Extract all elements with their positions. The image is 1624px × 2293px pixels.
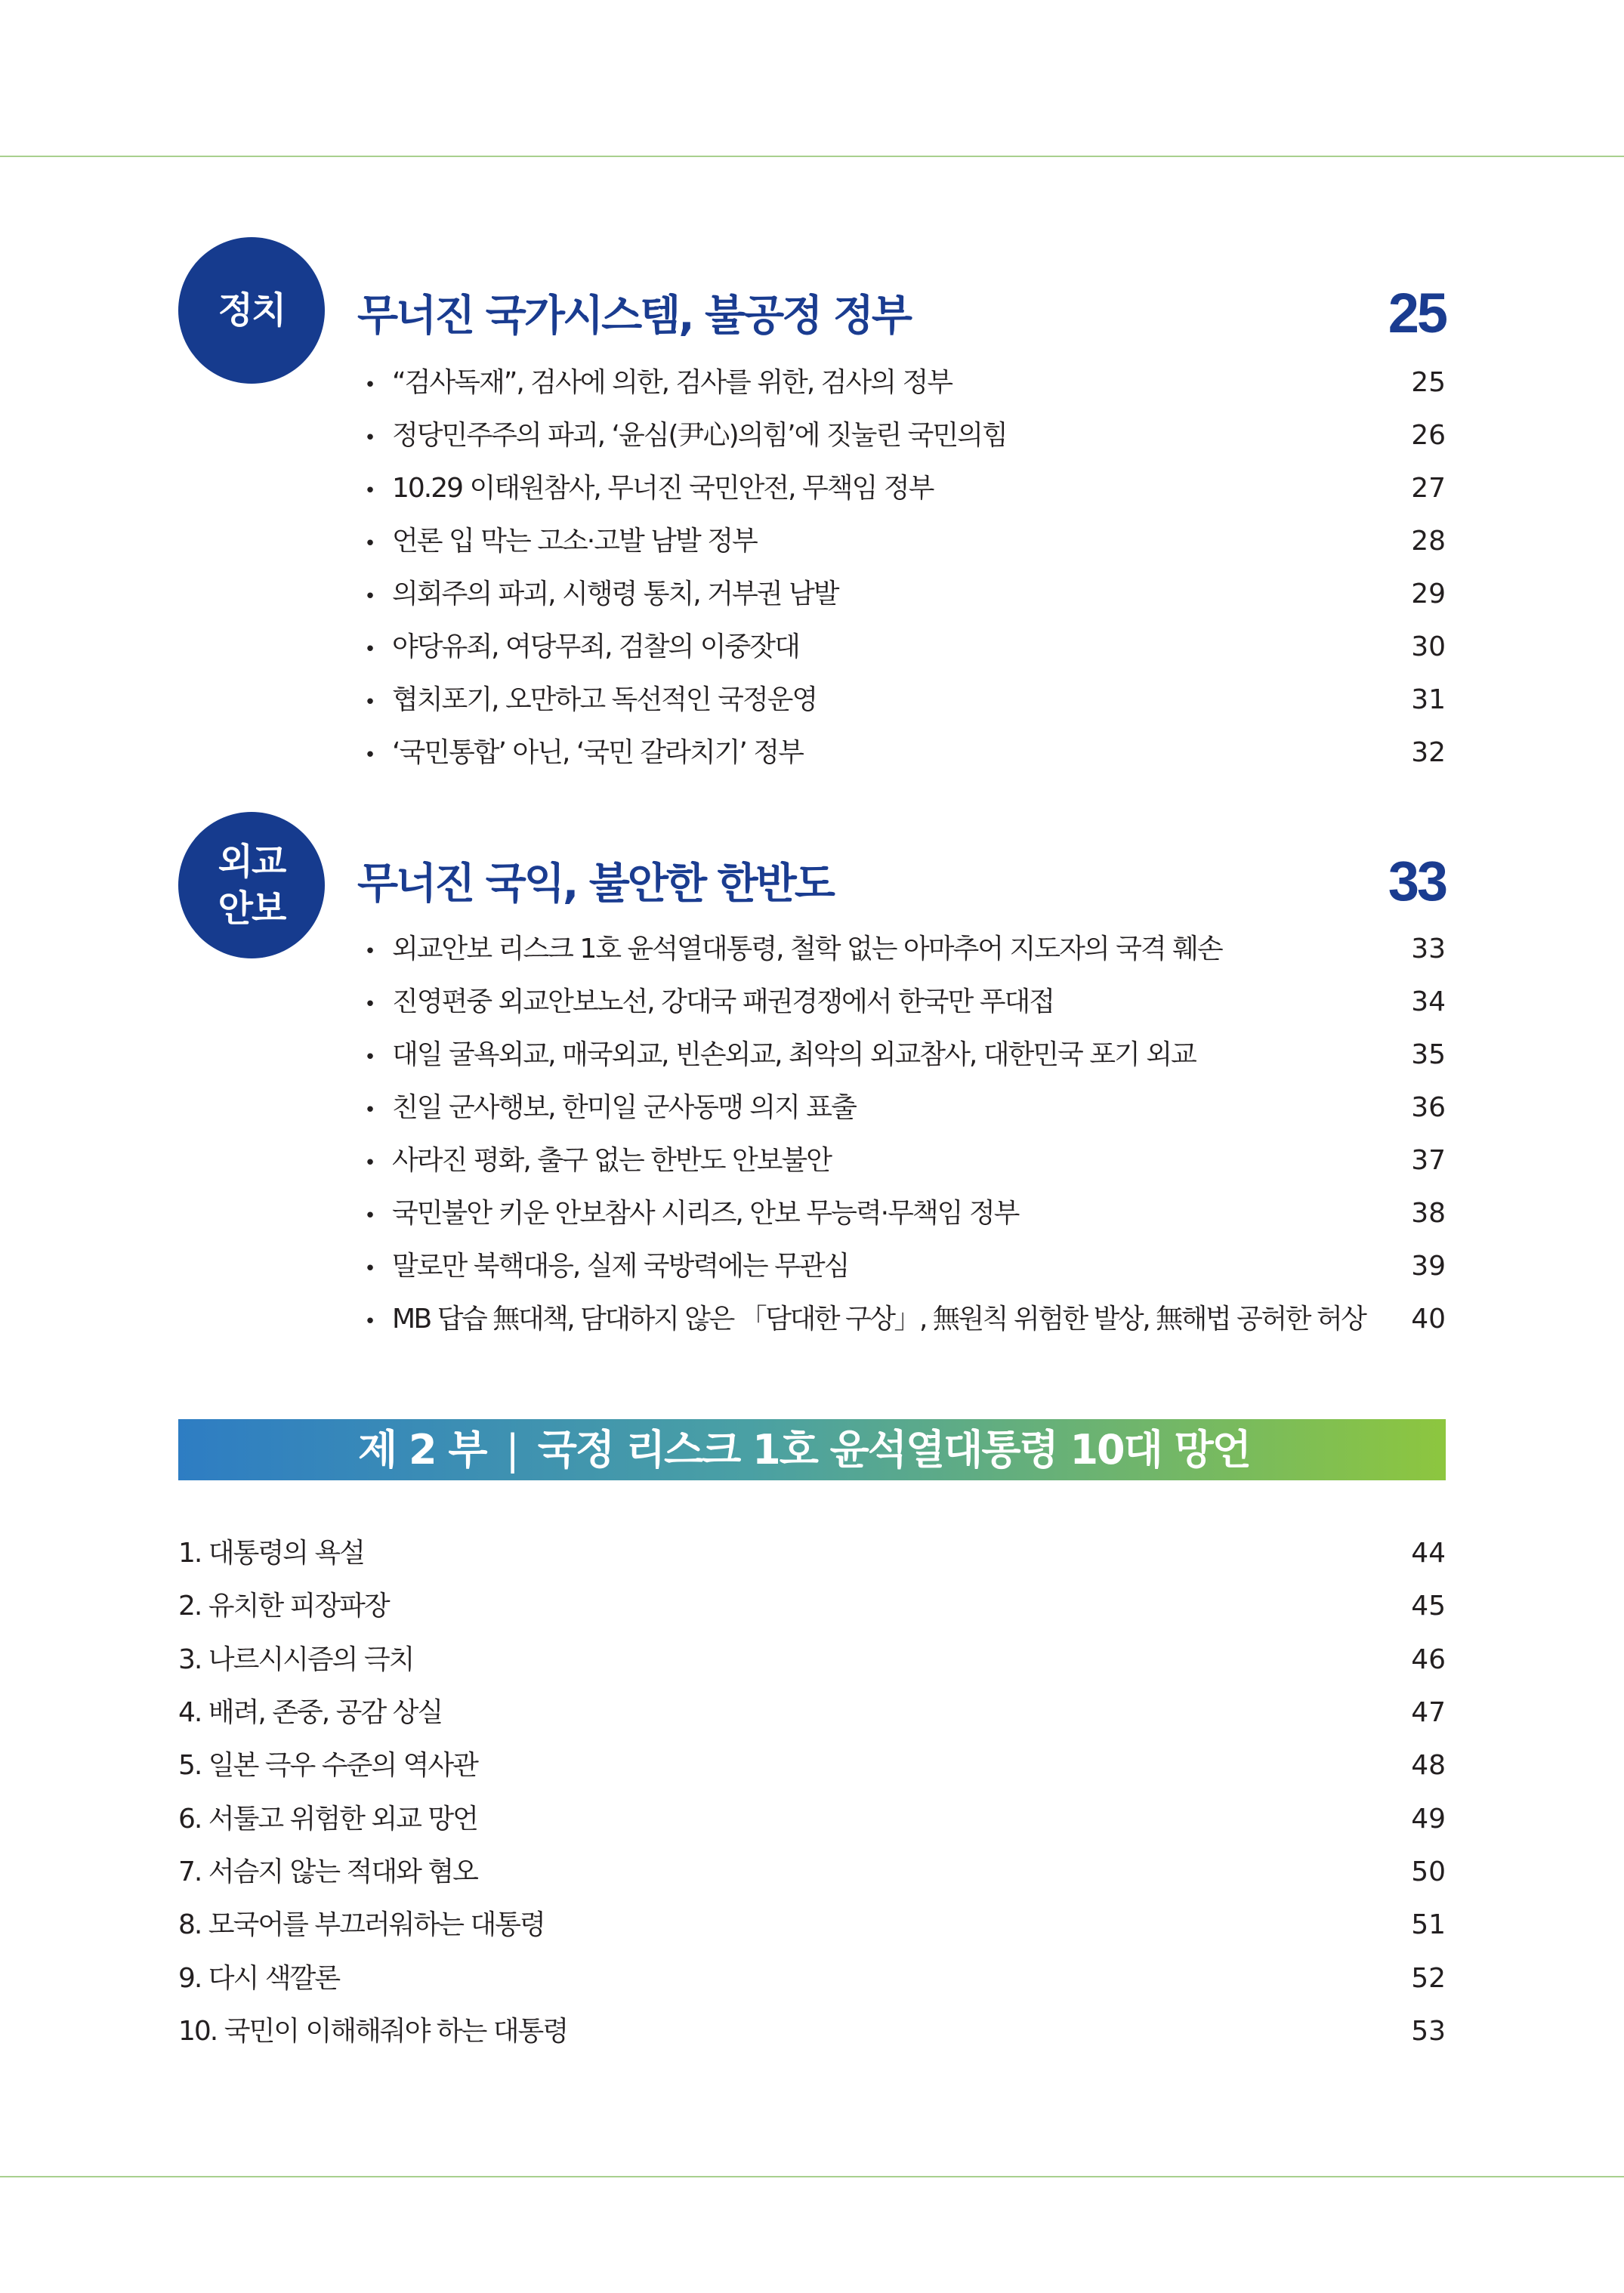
toc-entry-title: MB 답습 無대책, 담대하지 않은 「담대한 구상」, 無원칙 위험한 발상, 無해법 공허한 허상 bbox=[392, 1304, 1366, 1335]
section-title: 무너진 국익, 불안한 한반도 bbox=[357, 859, 833, 909]
bullet-icon bbox=[363, 674, 378, 729]
toc-entry-title: 정당민주주의 파괴, ‘윤심(尹心)의힘’에 짓눌린 국민의힘 bbox=[392, 420, 1007, 451]
toc-entry-page: 29 bbox=[1411, 579, 1446, 610]
toc-entry[interactable] bbox=[178, 1687, 1446, 1739]
toc-entry-page: 36 bbox=[1411, 1092, 1446, 1123]
bullet-icon bbox=[363, 409, 378, 464]
section-page-number: 33 bbox=[1388, 849, 1446, 912]
toc-entry-page: 46 bbox=[1411, 1643, 1446, 1675]
toc-entry[interactable] bbox=[363, 1029, 1446, 1082]
toc-entry-title: 6. 서툴고 위험한 외교 망언 bbox=[178, 1803, 477, 1835]
toc-entry[interactable] bbox=[363, 1134, 1446, 1187]
toc-entry-page: 53 bbox=[1411, 2015, 1446, 2047]
toc-entry[interactable] bbox=[363, 727, 1446, 779]
toc-entry-page: 28 bbox=[1411, 526, 1446, 557]
toc-entry-page: 26 bbox=[1411, 420, 1446, 451]
toc-entry-title: 외교안보 리스크 1호 윤석열대통령, 철학 없는 아마추어 지도자의 국격 훼손 bbox=[392, 934, 1222, 964]
toc-entry-title: 4. 배려, 존중, 공감 상실 bbox=[178, 1696, 443, 1728]
remarks-list bbox=[178, 1527, 1446, 2058]
toc-entry-page: 45 bbox=[1411, 1591, 1446, 1622]
section-heading[interactable] bbox=[357, 850, 1446, 911]
part-banner[interactable] bbox=[178, 1419, 1446, 1480]
toc-entry[interactable] bbox=[363, 1240, 1446, 1293]
toc-entry-page: 33 bbox=[1411, 934, 1446, 964]
toc-entry-page: 39 bbox=[1411, 1251, 1446, 1282]
bullet-icon bbox=[363, 727, 378, 782]
bullet-icon bbox=[363, 1293, 378, 1348]
toc-entry[interactable] bbox=[178, 1527, 1446, 1580]
toc-entry[interactable] bbox=[363, 1293, 1446, 1346]
toc-entry-title: 사라진 평화, 출구 없는 한반도 안보불안 bbox=[392, 1145, 832, 1176]
section-badge-politics bbox=[178, 237, 325, 384]
toc-entry-title: 말로만 북핵대응, 실제 국방력에는 무관심 bbox=[392, 1251, 849, 1282]
bullet-icon bbox=[363, 1187, 378, 1242]
section-badge-label: 정치 bbox=[218, 289, 286, 332]
toc-entry-title: 대일 굴욕외교, 매국외교, 빈손외교, 최악의 외교참사, 대한민국 포기 외교 bbox=[392, 1039, 1196, 1070]
toc-entry-page: 48 bbox=[1411, 1750, 1446, 1782]
toc-entry-page: 40 bbox=[1411, 1304, 1446, 1335]
toc-entry-title: 언론 입 막는 고소·고발 남발 정부 bbox=[392, 526, 757, 557]
toc-entry[interactable] bbox=[178, 1899, 1446, 1952]
bullet-icon bbox=[363, 1240, 378, 1295]
toc-entry[interactable] bbox=[363, 409, 1446, 462]
section-title: 무너진 국가시스템, 불공정 정부 bbox=[357, 292, 911, 341]
toc-entry-title: 야당유죄, 여당무죄, 검찰의 이중잣대 bbox=[392, 631, 799, 662]
toc-entry-page: 52 bbox=[1411, 1962, 1446, 1994]
toc-entry-page: 35 bbox=[1411, 1039, 1446, 1070]
toc-entry-page: 34 bbox=[1411, 986, 1446, 1017]
part-separator: | bbox=[505, 1426, 518, 1474]
toc-entry[interactable] bbox=[178, 2005, 1446, 2058]
section-page-number: 25 bbox=[1388, 281, 1446, 344]
bullet-icon bbox=[363, 1082, 378, 1137]
toc-entry-title: 협치포기, 오만하고 독선적인 국정운영 bbox=[392, 684, 817, 715]
toc-entry[interactable] bbox=[363, 1187, 1446, 1240]
top-rule bbox=[0, 156, 1624, 157]
toc-entry-title: 친일 군사행보, 한미일 군사동맹 의지 표출 bbox=[392, 1092, 856, 1123]
toc-entry-title: 10. 국민이 이해해줘야 하는 대통령 bbox=[178, 2015, 568, 2047]
toc-entry[interactable] bbox=[363, 923, 1446, 976]
toc-entry-title: 7. 서슴지 않는 적대와 혐오 bbox=[178, 1856, 477, 1887]
section-badge-label: 안보 bbox=[218, 887, 286, 930]
part-label: 제 2 부 bbox=[358, 1426, 486, 1474]
toc-entry-title: ‘국민통합’ 아닌, ‘국민 갈라치기’ 정부 bbox=[392, 737, 803, 768]
toc-entry-title: 3. 나르시시즘의 극치 bbox=[178, 1643, 414, 1675]
toc-entry[interactable] bbox=[363, 356, 1446, 409]
toc-entry-title: “검사독재”, 검사에 의한, 검사를 위한, 검사의 정부 bbox=[392, 367, 952, 398]
toc-entry-page: 38 bbox=[1411, 1198, 1446, 1229]
toc-entry[interactable] bbox=[178, 1793, 1446, 1846]
section-badge-diplomacy-security bbox=[178, 812, 325, 958]
toc-entry-page: 31 bbox=[1411, 684, 1446, 715]
toc-entry-title: 진영편중 외교안보노선, 강대국 패권경쟁에서 한국만 푸대접 bbox=[392, 986, 1054, 1017]
toc-entry-page: 27 bbox=[1411, 473, 1446, 504]
toc-entry-page: 32 bbox=[1411, 737, 1446, 768]
toc-entry-page: 44 bbox=[1411, 1538, 1446, 1569]
toc-entry-title: 2. 유치한 피장파장 bbox=[178, 1591, 389, 1622]
toc-entry-title: 5. 일본 극우 수준의 역사관 bbox=[178, 1750, 477, 1782]
bullet-icon bbox=[363, 923, 378, 978]
toc-entry-page: 37 bbox=[1411, 1145, 1446, 1176]
bullet-icon bbox=[363, 1029, 378, 1084]
toc-entry[interactable] bbox=[178, 1846, 1446, 1899]
toc-entry-page: 49 bbox=[1411, 1803, 1446, 1835]
section-items bbox=[363, 356, 1446, 779]
bullet-icon bbox=[363, 976, 378, 1031]
toc-entry[interactable] bbox=[178, 1580, 1446, 1633]
bullet-icon bbox=[363, 621, 378, 676]
bullet-icon bbox=[363, 462, 378, 517]
toc-entry-title: 1. 대통령의 욕설 bbox=[178, 1538, 364, 1569]
toc-entry[interactable] bbox=[363, 568, 1446, 621]
toc-entry[interactable] bbox=[363, 976, 1446, 1029]
section-badge-label: 외교 bbox=[218, 841, 286, 883]
toc-entry[interactable] bbox=[178, 1952, 1446, 2005]
toc-entry[interactable] bbox=[363, 621, 1446, 674]
toc-entry[interactable] bbox=[178, 1634, 1446, 1687]
toc-entry-title: 10.29 이태원참사, 무너진 국민안전, 무책임 정부 bbox=[392, 473, 934, 504]
toc-entry[interactable] bbox=[363, 462, 1446, 515]
toc-entry[interactable] bbox=[363, 1082, 1446, 1134]
part-banner-text bbox=[358, 1419, 1250, 1480]
toc-entry[interactable] bbox=[363, 674, 1446, 727]
toc-entry-title: 국민불안 키운 안보참사 시리즈, 안보 무능력·무책임 정부 bbox=[392, 1198, 1019, 1229]
bottom-rule bbox=[0, 2176, 1624, 2177]
toc-entry-page: 51 bbox=[1411, 1909, 1446, 1941]
toc-entry-page: 25 bbox=[1411, 367, 1446, 398]
toc-entry[interactable] bbox=[178, 1739, 1446, 1792]
section-items bbox=[363, 923, 1446, 1346]
toc-entry-title: 의회주의 파괴, 시행령 통치, 거부권 남발 bbox=[392, 579, 838, 610]
toc-entry[interactable] bbox=[363, 515, 1446, 568]
toc-entry-title: 8. 모국어를 부끄러워하는 대통령 bbox=[178, 1909, 545, 1941]
toc-entry-title: 9. 다시 색깔론 bbox=[178, 1962, 340, 1994]
toc-entry-page: 30 bbox=[1411, 631, 1446, 662]
toc-entry-page: 50 bbox=[1411, 1856, 1446, 1887]
part-title: 국정 리스크 1호 윤석열대통령 10대 망언 bbox=[537, 1426, 1250, 1474]
bullet-icon bbox=[363, 1134, 378, 1190]
toc-entry-page: 47 bbox=[1411, 1696, 1446, 1728]
bullet-icon bbox=[363, 515, 378, 570]
section-heading[interactable] bbox=[357, 282, 1446, 343]
bullet-icon bbox=[363, 356, 378, 412]
bullet-icon bbox=[363, 568, 378, 623]
